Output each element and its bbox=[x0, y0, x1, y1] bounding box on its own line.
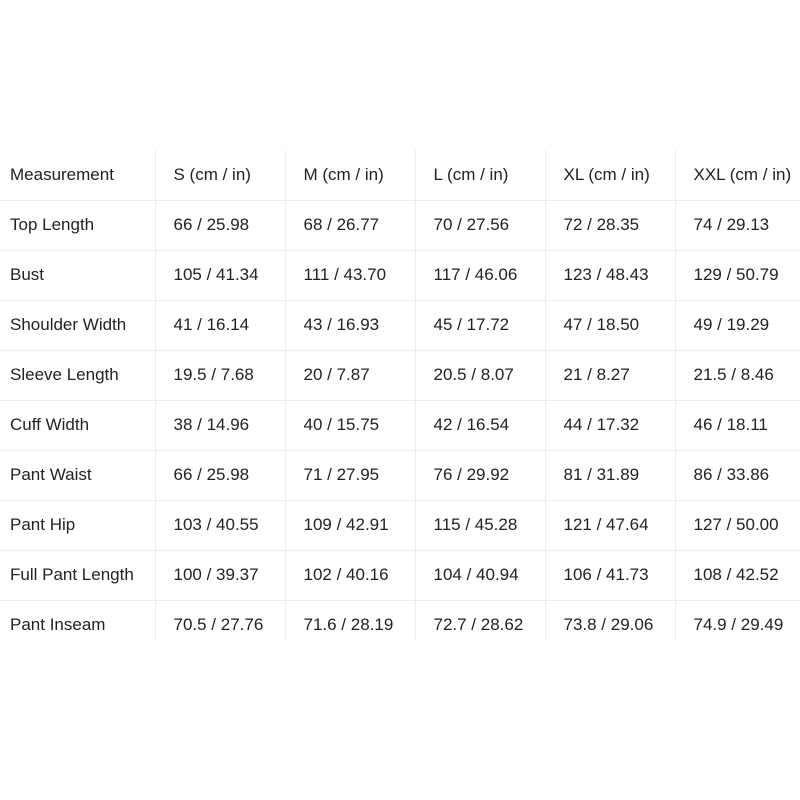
table-cell: 115 / 45.28 bbox=[415, 500, 545, 550]
table-cell: 47 / 18.50 bbox=[545, 300, 675, 350]
table-cell: 76 / 29.92 bbox=[415, 450, 545, 500]
row-label: Pant Inseam bbox=[10, 615, 106, 635]
table-cell: 66 / 25.98 bbox=[155, 450, 285, 500]
table-cell: 104 / 40.94 bbox=[415, 550, 545, 600]
table-cell: 117 / 46.06 bbox=[415, 250, 545, 300]
table-cell: 74 / 29.13 bbox=[675, 200, 800, 250]
row-label: Pant Waist bbox=[0, 450, 155, 500]
header-size-l: L (cm / in) bbox=[415, 150, 545, 200]
table-cell: 86 / 33.86 bbox=[675, 450, 800, 500]
table-cell: 19.5 / 7.68 bbox=[155, 350, 285, 400]
table-cell: 21 / 8.27 bbox=[545, 350, 675, 400]
table-cell: 70.5 / 27.76 bbox=[155, 600, 285, 640]
table-row bbox=[0, 250, 800, 300]
table-cell: 74.9 / 29.49 bbox=[675, 600, 800, 640]
table-cell: 111 / 43.70 bbox=[285, 250, 415, 300]
header-size-s: S (cm / in) bbox=[155, 150, 285, 200]
header-size-xl: XL (cm / in) bbox=[545, 150, 675, 200]
table-cell: 41 / 16.14 bbox=[155, 300, 285, 350]
table-cell: 121 / 47.64 bbox=[545, 500, 675, 550]
table-cell: 68 / 26.77 bbox=[285, 200, 415, 250]
table-row bbox=[0, 200, 800, 250]
row-label: Sleeve Length bbox=[0, 350, 155, 400]
table-cell: 100 / 39.37 bbox=[155, 550, 285, 600]
table-row bbox=[0, 600, 800, 640]
row-label: Shoulder Width bbox=[0, 300, 155, 350]
row-label: Top Length bbox=[0, 200, 155, 250]
row-label: Full Pant Length bbox=[0, 550, 155, 600]
table-row bbox=[0, 300, 800, 350]
table-cell: 72 / 28.35 bbox=[545, 200, 675, 250]
table-cell: 21.5 / 8.46 bbox=[675, 350, 800, 400]
table-cell: 44 / 17.32 bbox=[545, 400, 675, 450]
table-header-row bbox=[0, 150, 800, 200]
table-row bbox=[0, 500, 800, 550]
table-cell: 127 / 50.00 bbox=[675, 500, 800, 550]
table-cell: 71 / 27.95 bbox=[285, 450, 415, 500]
header-size-xxl: XXL (cm / in) bbox=[675, 150, 800, 200]
table-row bbox=[0, 550, 800, 600]
table-cell: 42 / 16.54 bbox=[415, 400, 545, 450]
table-cell: 103 / 40.55 bbox=[155, 500, 285, 550]
table-cell: 66 / 25.98 bbox=[155, 200, 285, 250]
table-cell: 106 / 41.73 bbox=[545, 550, 675, 600]
table-cell: 43 / 16.93 bbox=[285, 300, 415, 350]
table-cell: 109 / 42.91 bbox=[285, 500, 415, 550]
table-cell: 81 / 31.89 bbox=[545, 450, 675, 500]
header-size-m: M (cm / in) bbox=[285, 150, 415, 200]
header-measurement: Measurement bbox=[0, 150, 155, 200]
row-label: Pant Hip bbox=[0, 500, 155, 550]
row-label: Bust bbox=[0, 250, 155, 300]
size-chart-container bbox=[0, 150, 800, 640]
table-cell: 49 / 19.29 bbox=[675, 300, 800, 350]
table-cell: 46 / 18.11 bbox=[675, 400, 800, 450]
table-cell: 123 / 48.43 bbox=[545, 250, 675, 300]
table-cell: 105 / 41.34 bbox=[155, 250, 285, 300]
table-cell: 102 / 40.16 bbox=[285, 550, 415, 600]
table-row bbox=[0, 400, 800, 450]
table-cell: 71.6 / 28.19 bbox=[285, 600, 415, 640]
table-cell: 38 / 14.96 bbox=[155, 400, 285, 450]
table-cell: 129 / 50.79 bbox=[675, 250, 800, 300]
table-row bbox=[0, 350, 800, 400]
row-label: Cuff Width bbox=[0, 400, 155, 450]
table-cell: 73.8 / 29.06 bbox=[545, 600, 675, 640]
table-cell: 20 / 7.87 bbox=[285, 350, 415, 400]
size-chart-table bbox=[0, 150, 800, 640]
table-cell: 40 / 15.75 bbox=[285, 400, 415, 450]
table-cell: 45 / 17.72 bbox=[415, 300, 545, 350]
table-row bbox=[0, 450, 800, 500]
table-cell: 20.5 / 8.07 bbox=[415, 350, 545, 400]
table-cell: 72.7 / 28.62 bbox=[415, 600, 545, 640]
table-cell: 108 / 42.52 bbox=[675, 550, 800, 600]
table-cell: 70 / 27.56 bbox=[415, 200, 545, 250]
